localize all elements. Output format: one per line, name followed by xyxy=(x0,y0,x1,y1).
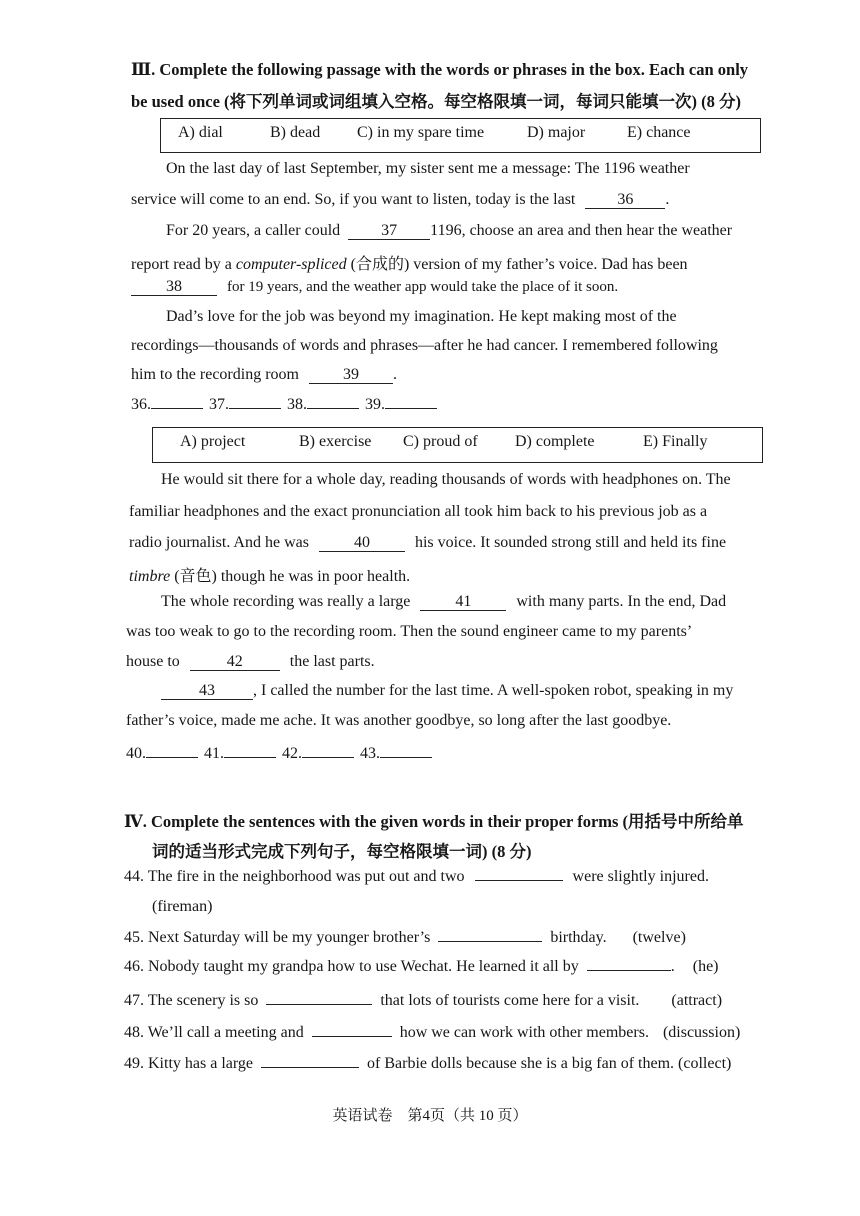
section3-title-line2: be used once (将下列单词或词组填入空格。每空格限填一词，每词只能填一次) (8 分) xyxy=(131,92,742,111)
answer-label: 42. xyxy=(282,745,302,762)
answer-blank-36[interactable] xyxy=(151,408,203,409)
answer-label: 43. xyxy=(360,745,380,762)
answer-label: 40. xyxy=(126,745,146,762)
answer-line-40-43 xyxy=(126,745,432,763)
answer-blank-42[interactable] xyxy=(302,757,354,758)
passage-text: his voice. It sounded strong still and held its fine xyxy=(414,534,727,551)
passage-text: service will come to an end. So, if you want to listen, today is the last xyxy=(131,191,576,208)
question-text: 46. Nobody taught my grandpa how to use Wechat. He learned it all by xyxy=(124,958,579,975)
passage-line xyxy=(161,682,733,700)
answer-blank-38[interactable] xyxy=(307,408,359,409)
question-text: that lots of tourists come here for a visit. xyxy=(380,992,640,1009)
answer-blank-41[interactable] xyxy=(224,757,276,758)
question-text: were slightly injured. xyxy=(572,868,709,885)
passage-line: familiar headphones and the exact pronunciation all took him back to his previous job as a xyxy=(129,503,708,520)
answer-blank-46[interactable] xyxy=(587,970,671,971)
question-hint: (discussion) xyxy=(662,1024,741,1041)
question-text: 44. The fire in the neighborhood was put out and two xyxy=(124,868,465,885)
answer-label: 36. xyxy=(131,396,151,413)
answer-blank-47[interactable] xyxy=(266,1004,372,1005)
answer-blank-45[interactable] xyxy=(438,941,542,942)
question-49 xyxy=(124,1055,731,1073)
passage-text: The whole recording was really a large xyxy=(161,593,411,610)
blank-41[interactable]: 41 xyxy=(420,593,506,611)
word-box-1-option-a: A) dial xyxy=(178,124,223,141)
passage-text: for 19 years, and the weather app would take the place of it soon. xyxy=(227,279,619,295)
question-text: 45. Next Saturday will be my younger brother’s xyxy=(124,929,431,946)
blank-38[interactable]: 38 xyxy=(131,278,217,296)
question-text: 48. We’ll call a meeting and xyxy=(124,1024,304,1041)
blank-40[interactable]: 40 xyxy=(319,534,405,552)
passage-text: house to xyxy=(126,653,180,670)
question-text: of Barbie dolls because she is a big fan of them. (collect) xyxy=(367,1055,732,1072)
word-box-1-option-c: C) in my spare time xyxy=(357,124,485,141)
answer-blank-37[interactable] xyxy=(229,408,281,409)
question-hint: (he) xyxy=(692,958,719,975)
passage-line xyxy=(129,534,726,552)
passage-line: service will come to an end. So, if you want to listen, today is the last 36 . xyxy=(131,191,670,208)
answer-blank-44[interactable] xyxy=(475,880,563,881)
blank-43[interactable]: 43 xyxy=(161,682,253,700)
answer-blank-48[interactable] xyxy=(312,1036,392,1037)
word-box-2-option-e: E) Finally xyxy=(643,433,708,450)
passage-line: recordings—thousands of words and phrases—after he had cancer. I remembered following xyxy=(131,337,718,354)
passage-text: For 20 years, a caller could xyxy=(166,222,341,239)
passage-line: On the last day of last September, my sister sent me a message: The 1196 weather xyxy=(166,160,690,177)
blank-36[interactable]: 36 xyxy=(585,191,665,209)
passage-line: father’s voice, made me ache. It was another goodbye, so long after the last goodbye. xyxy=(126,712,672,729)
word-box-2-option-c: C) proud of xyxy=(403,433,478,450)
passage-italic-term: computer-spliced xyxy=(235,256,347,273)
passage-text: , I called the number for the last time. A well-spoken robot, speaking in my xyxy=(253,682,734,699)
answer-line-36-39 xyxy=(131,396,437,414)
answer-blank-39[interactable] xyxy=(385,408,437,409)
answer-blank-49[interactable] xyxy=(261,1067,359,1068)
passage-text: (合成的) version of my father’s voice. Dad has been xyxy=(350,256,688,273)
question-hint: (twelve) xyxy=(632,929,686,946)
word-box-2 xyxy=(152,427,763,463)
word-box-2-option-a: A) project xyxy=(180,433,246,450)
question-text: 49. Kitty has a large xyxy=(124,1055,254,1072)
passage-line xyxy=(131,251,688,274)
question-text: . xyxy=(670,958,675,975)
question-text: how we can work with other members. xyxy=(399,1024,649,1041)
passage-line xyxy=(126,653,375,671)
question-46 xyxy=(124,958,719,976)
section4-title-line1: Ⅳ. Complete the sentences with the given words in their proper forms (用括号中所给单 xyxy=(124,812,744,831)
passage-line: him to the recording room 39 . xyxy=(131,366,397,383)
passage-italic-term: timbre xyxy=(129,568,171,585)
passage-text: with many parts. In the end, Dad xyxy=(516,593,727,610)
passage-line xyxy=(131,278,618,296)
word-box-1-option-b: B) dead xyxy=(270,124,321,141)
question-47 xyxy=(124,992,722,1010)
word-box-1-option-e: E) chance xyxy=(627,124,691,141)
passage-line: He would sit there for a whole day, reading thousands of words with headphones on. The xyxy=(161,471,731,488)
passage-text: radio journalist. And he was xyxy=(129,534,309,551)
passage-line xyxy=(161,593,726,611)
question-45 xyxy=(124,929,686,947)
section4-title-line2: 词的适当形式完成下列句子，每空格限填一词) (8 分) xyxy=(152,842,532,861)
blank-39[interactable]: 39 xyxy=(309,366,393,384)
answer-blank-40[interactable] xyxy=(146,757,198,758)
question-text: birthday. xyxy=(550,929,607,946)
passage-text: (音色) though he was in poor health. xyxy=(174,568,411,585)
passage-text: the last parts. xyxy=(289,653,375,670)
word-box-1-option-d: D) major xyxy=(527,124,586,141)
passage-line xyxy=(129,563,410,586)
question-text: 47. The scenery is so xyxy=(124,992,259,1009)
word-box-1 xyxy=(160,118,761,153)
passage-text: report read by a xyxy=(131,256,232,273)
passage-line: Dad’s love for the job was beyond my imagination. He kept making most of the xyxy=(166,308,677,325)
answer-label: 38. xyxy=(287,396,307,413)
word-box-2-option-b: B) exercise xyxy=(299,433,372,450)
question-48 xyxy=(124,1024,740,1042)
word-box-2-option-d: D) complete xyxy=(515,433,595,450)
section3-title-line1: Ⅲ. Complete the following passage with the words or phrases in the box. Each can only xyxy=(131,60,749,79)
answer-label: 37. xyxy=(209,396,229,413)
answer-blank-43[interactable] xyxy=(380,757,432,758)
answer-label: 41. xyxy=(204,745,224,762)
page-footer: 英语试卷 第4页（共 10 页） xyxy=(332,1108,528,1124)
blank-37[interactable]: 37 xyxy=(348,222,430,240)
blank-42[interactable]: 42 xyxy=(190,653,280,671)
question-44 xyxy=(124,868,709,886)
passage-text: him to the recording room xyxy=(131,366,299,383)
passage-line: was too weak to go to the recording room. Then the sound engineer came to my parents’ xyxy=(126,623,693,640)
passage-line xyxy=(166,222,732,240)
answer-label: 39. xyxy=(365,396,385,413)
question-hint: (attract) xyxy=(671,992,723,1009)
question-44-hint: (fireman) xyxy=(152,898,213,915)
passage-text: 1196, choose an area and then hear the weather xyxy=(430,222,733,239)
